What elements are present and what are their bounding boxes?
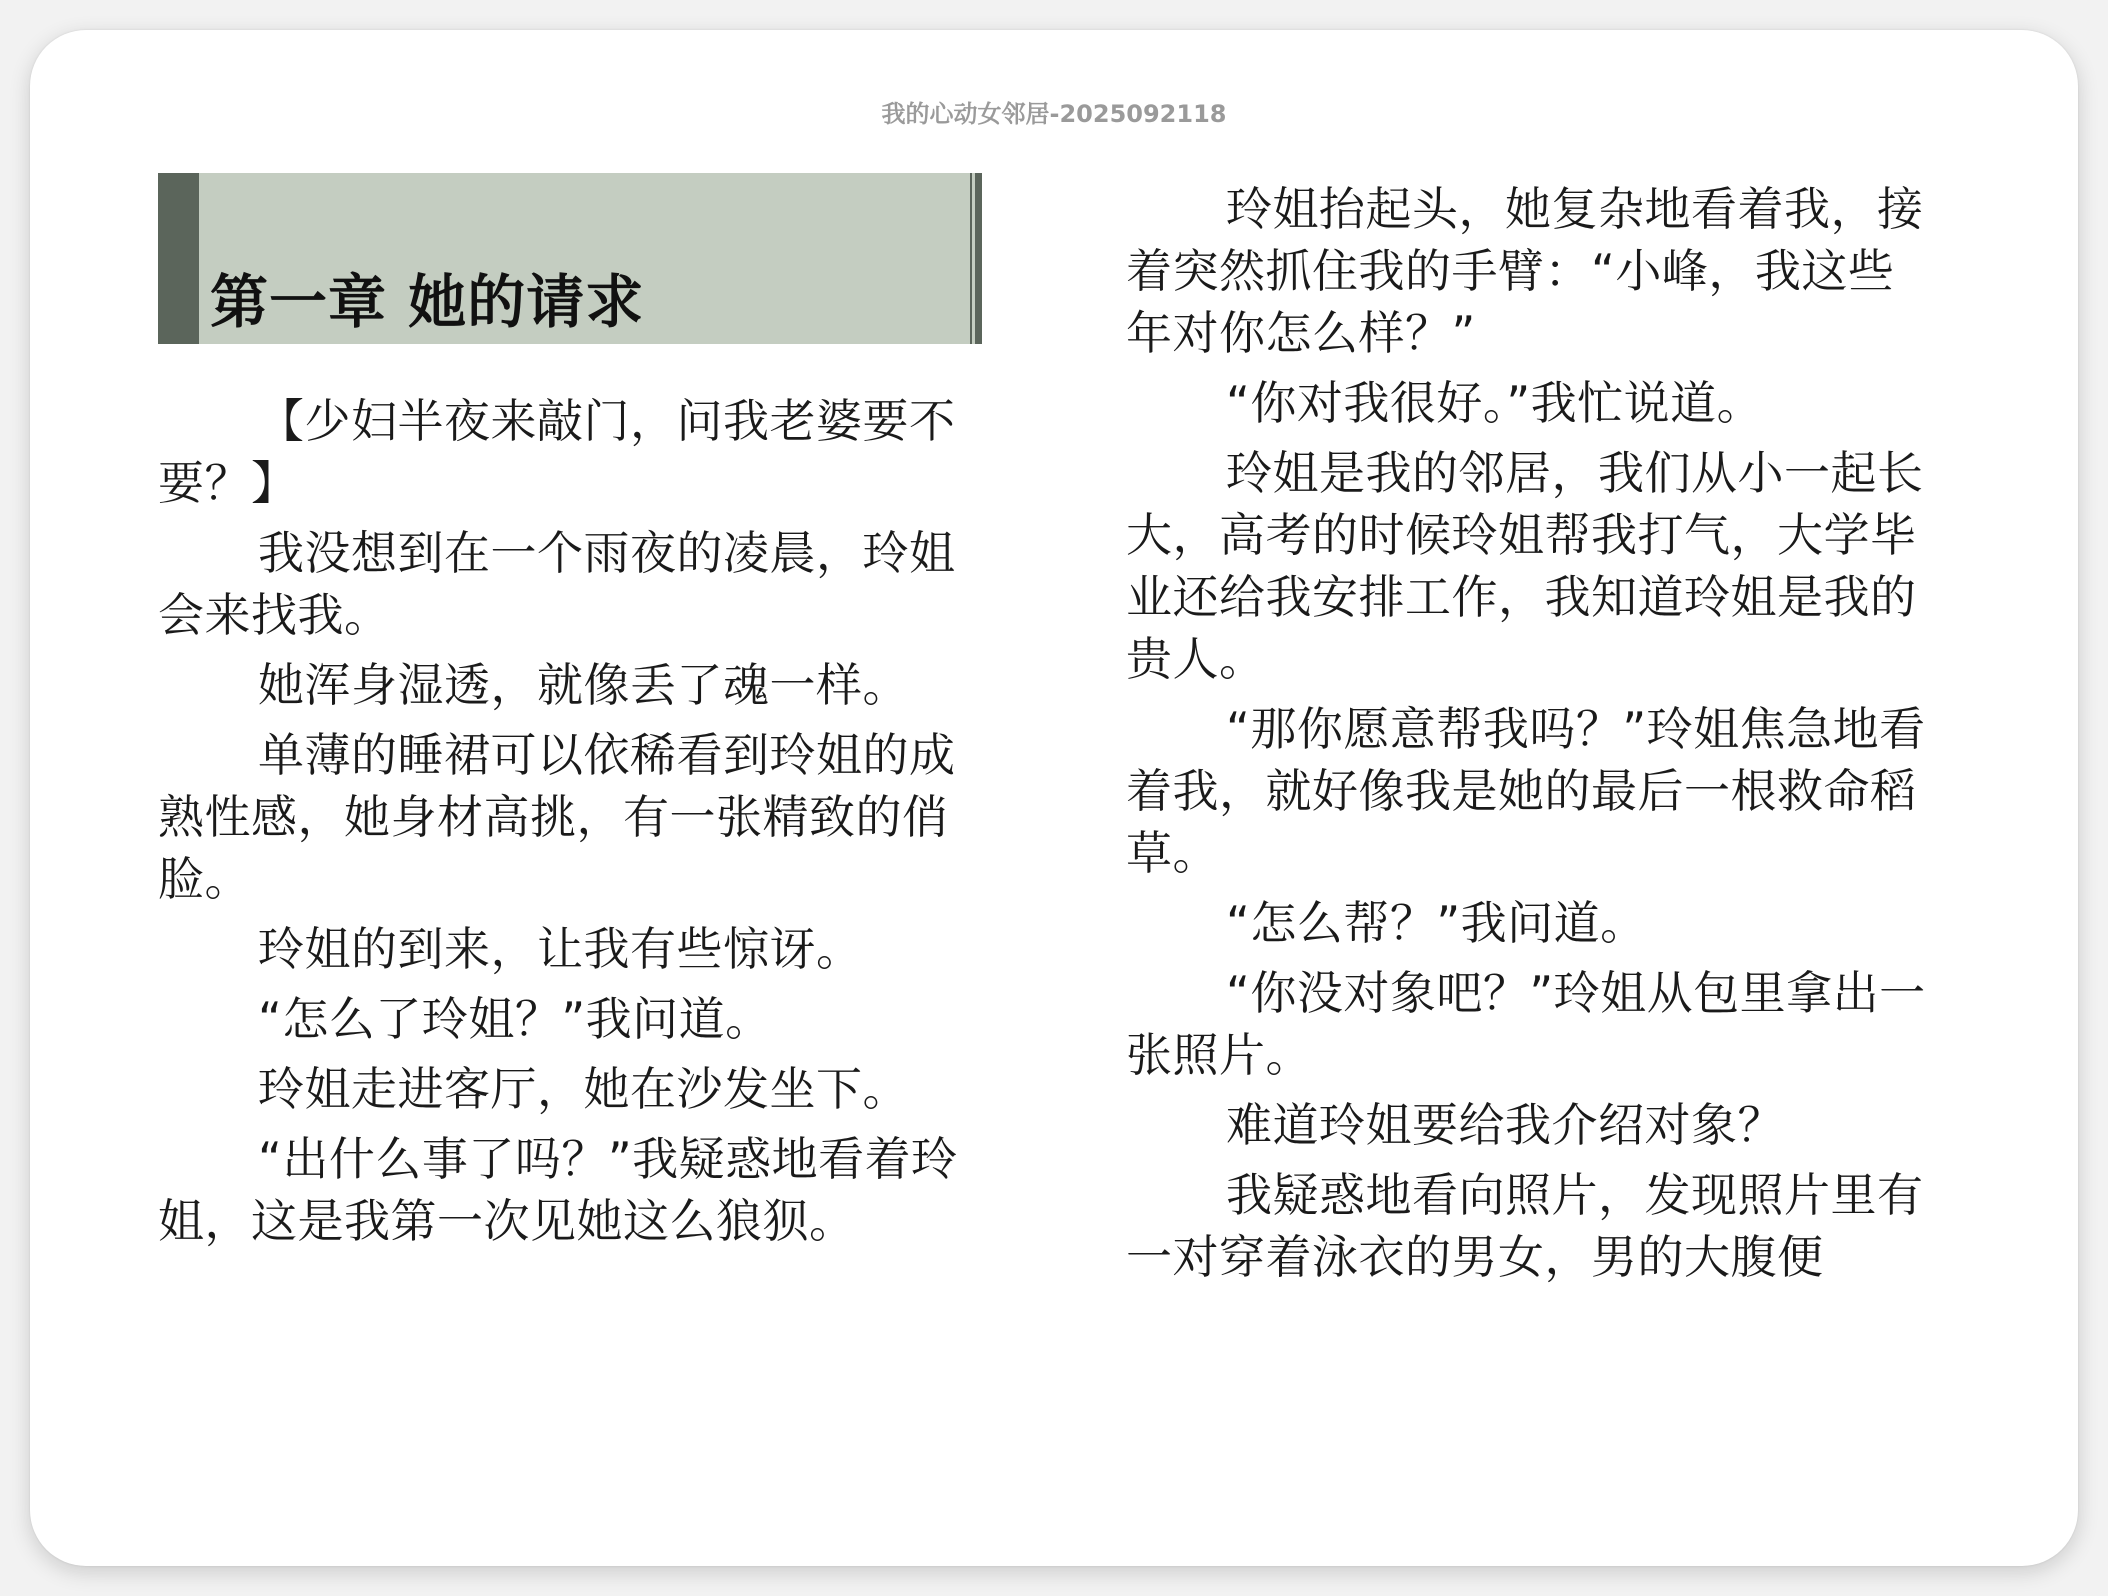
left-text-block	[158, 390, 968, 1260]
paragraph: “你没对象吧？”玲姐从包里拿出一张照片。	[1126, 966, 1926, 1082]
paragraph: 单薄的睡裙可以依稀看到玲姐的成熟性感，她身材高挑，有一张精致的俏脸。	[158, 728, 956, 906]
chapter-header-rule	[975, 173, 982, 344]
chapter-header	[158, 173, 982, 344]
paragraph: “出什么事了吗？”我疑惑地看着玲姐，这是我第一次见她这么狼狈。	[158, 1132, 958, 1248]
paragraph: 难道玲姐要给我介绍对象？	[1226, 1098, 1784, 1152]
paragraph: “怎么了玲姐？”我问道。	[258, 992, 772, 1046]
reader-window	[30, 30, 2078, 1566]
paragraph: “你对我很好。”我忙说道。	[1226, 376, 1764, 430]
paragraph: “怎么帮？”我问道。	[1226, 896, 1647, 950]
document-title: 我的心动女邻居-2025092118	[881, 100, 1227, 128]
paragraph: 我没想到在一个雨夜的凌晨，玲姐会来找我。	[158, 526, 956, 642]
right-text-block	[1126, 178, 1936, 1296]
paragraph: 玲姐是我的邻居，我们从小一起长大，高考的时候玲姐帮我打气，大学毕业还给我安排工作，我知道玲姐是我的贵人。	[1126, 446, 1924, 686]
paragraph: 她浑身湿透，就像丢了魂一样。	[258, 658, 909, 712]
paragraph: 【少妇半夜来敲门，问我老婆要不要？】	[158, 394, 956, 510]
chapter-header-accent-bar	[158, 173, 199, 344]
paragraph: 玲姐走进客厅，她在沙发坐下。	[258, 1062, 909, 1116]
paragraph: “那你愿意帮我吗？”玲姐焦急地看着我，就好像我是她的最后一根救命稻草。	[1126, 702, 1926, 880]
chapter-header-rule-thin	[970, 173, 972, 344]
chapter-title: 第一章 她的请求	[210, 268, 645, 336]
paragraph: 我疑惑地看向照片，发现照片里有一对穿着泳衣的男女，男的大腹便	[1126, 1168, 1924, 1284]
paragraph: 玲姐抬起头，她复杂地看着我，接着突然抓住我的手臂：“小峰，我这些年对你怎么样？”	[1126, 182, 1924, 360]
paragraph: 玲姐的到来，让我有些惊讶。	[258, 922, 863, 976]
